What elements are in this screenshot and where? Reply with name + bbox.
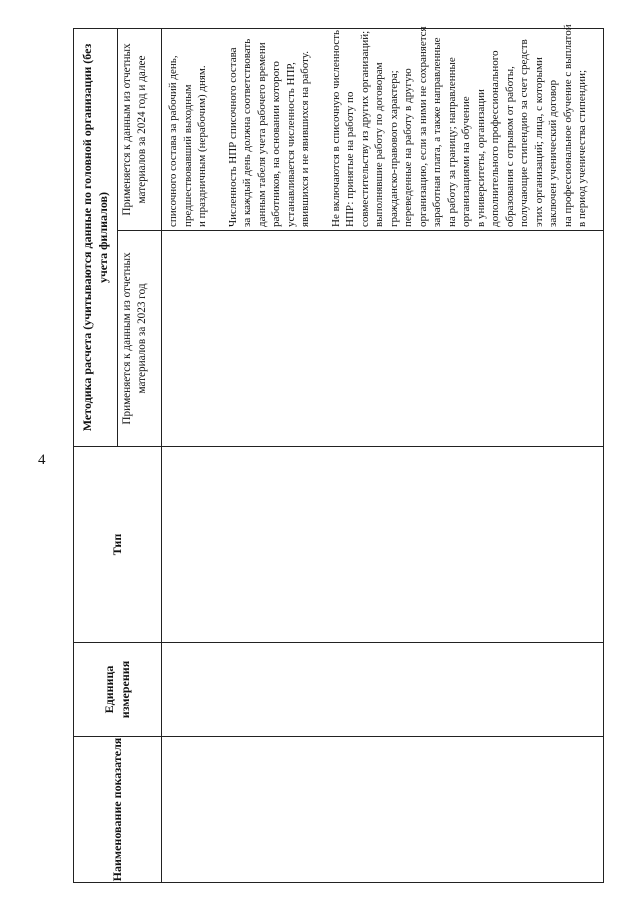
rotated-table-wrapper	[73, 24, 604, 883]
cell-name	[162, 737, 604, 883]
text-line: организациями на обучение	[460, 96, 473, 227]
header-method-2023: Применяется к данным из отчетных материалов за 2023 год	[118, 231, 162, 447]
header-method-2024: Применяется к данным из отчетных материалов за 2024 год и далее	[118, 28, 162, 230]
cell-method-2024	[162, 24, 604, 230]
methodology-table	[73, 24, 604, 883]
page-number: 4	[38, 452, 46, 468]
text-line: заключен ученический договор	[547, 80, 560, 227]
text-line: устанавливается численность НПР,	[284, 62, 297, 227]
text-line: работников, на основании которого	[270, 61, 283, 227]
text-line: совместительству из других организаций;	[358, 30, 371, 227]
text-line: в период ученичества стипендии;	[576, 69, 589, 227]
text-line: явившихся и не явившихся на работу.	[299, 51, 312, 227]
text-line: гражданско-правового характера;	[387, 70, 400, 227]
header-type: Тип	[74, 447, 162, 643]
text-line: заработная плата, а также направленные	[431, 37, 444, 227]
text-line: получающие стипендию за счет средств	[518, 39, 531, 227]
body-row	[162, 28, 604, 882]
text-line: и праздничным (нерабочим) дням.	[196, 65, 209, 227]
header-name: Наименование показателя	[74, 737, 162, 883]
text-line: выполнявшие работу по договорам	[373, 62, 386, 227]
text-line: НПР: принятые на работу по	[344, 91, 357, 227]
header-method: Методика расчета (учитываются данные по головной организации (без учета филиалов)	[74, 28, 118, 446]
text-line: данным табеля учета рабочего времени	[255, 42, 268, 227]
text-line: в университеты, организации	[474, 89, 487, 227]
text-line: на работу за границу; направленные	[445, 57, 458, 227]
text-line: списочного состава за рабочий день,	[167, 55, 179, 227]
cell-unit	[162, 643, 604, 737]
paragraph-exclusions	[329, 24, 590, 227]
text-line: переведенные на работу в другую	[402, 68, 415, 227]
text-line: этих организаций; лица, с которыми	[532, 57, 545, 227]
text-line: образования с отрывом от работы,	[503, 66, 516, 227]
text-line: за каждый день должна соответствовать	[241, 38, 254, 227]
text-line: Не включаются в списочную численность	[329, 29, 342, 227]
header-unit: Единица измерения	[74, 643, 162, 737]
cell-method-2023	[162, 231, 604, 447]
paragraph-timesheet	[226, 32, 313, 227]
text-line: предшествовавший выходным	[181, 84, 194, 227]
text-line: Численность НПР списочного состава	[226, 47, 239, 227]
text-line: дополнительного профессионального	[489, 50, 502, 227]
paragraph-working-day	[166, 32, 210, 227]
header-row-1	[74, 28, 118, 882]
cell-type	[162, 447, 604, 643]
text-line: на профессиональное обучение с выплатой	[561, 24, 574, 227]
text-line: организацию, если за ними не сохраняется	[416, 26, 429, 227]
